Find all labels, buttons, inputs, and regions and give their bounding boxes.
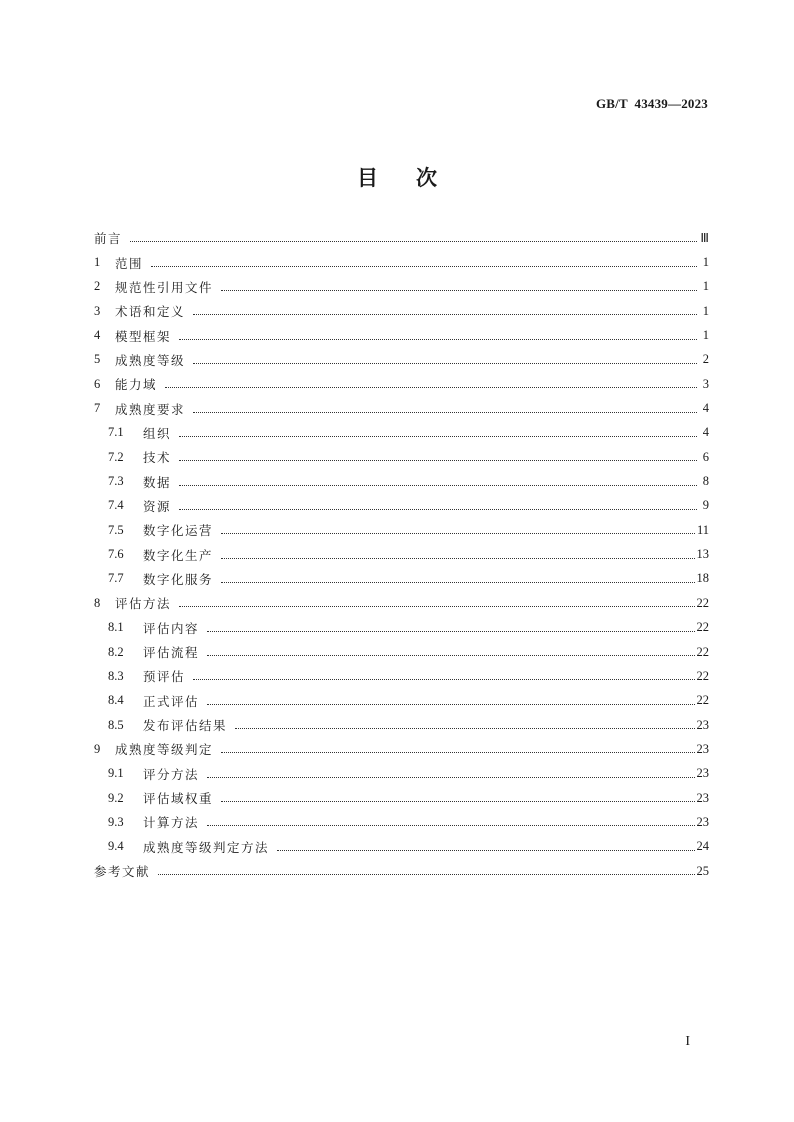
- toc-entry-label: 评估域权重: [143, 791, 214, 807]
- toc-entry-number: 8.4: [108, 693, 124, 708]
- toc-entry-page: 8: [702, 474, 709, 489]
- toc-dot-leader: [221, 751, 694, 753]
- toc-entry-label: 数字化运营: [143, 523, 214, 539]
- toc-entry-number: 3: [94, 303, 101, 318]
- toc-entry-label: 术语和定义: [115, 304, 186, 320]
- toc-entry-number: 7.6: [108, 547, 124, 562]
- toc-entry[interactable]: [94, 786, 709, 810]
- toc-entry[interactable]: [94, 445, 709, 469]
- toc-entry[interactable]: [94, 591, 709, 615]
- toc-entry-number: 4: [94, 328, 101, 343]
- toc-entry-page: 25: [696, 863, 709, 878]
- toc-entry-number: 7.3: [108, 474, 124, 489]
- toc-entry[interactable]: [94, 664, 709, 688]
- toc-dot-leader: [158, 873, 694, 875]
- toc-entry[interactable]: [94, 372, 709, 396]
- standard-code: GB/T 43439—2023: [595, 96, 708, 111]
- toc-entry-number: 7.2: [108, 449, 124, 464]
- toc-entry[interactable]: [94, 421, 709, 445]
- toc-dot-leader: [193, 678, 694, 680]
- footer-page-number: I: [685, 1034, 690, 1049]
- toc-entry-number: 2: [94, 279, 101, 294]
- toc-entry-label: 成熟度要求: [115, 401, 186, 417]
- toc-entry-label: 能力域: [115, 377, 158, 393]
- toc-entry-page: 1: [702, 303, 709, 318]
- toc-entry-page: 23: [696, 741, 709, 756]
- toc-dot-leader: [221, 532, 695, 534]
- toc-entry-label: 成熟度等级判定: [115, 742, 214, 758]
- toc-entry-page: 9: [702, 498, 709, 513]
- toc-entry-label: 评分方法: [143, 766, 200, 782]
- toc-entry-label: 资源: [143, 498, 172, 514]
- toc-entry[interactable]: [94, 348, 709, 372]
- toc-entry-number: 9.4: [108, 839, 124, 854]
- toc-dot-leader: [179, 435, 697, 437]
- toc-entry-page: 18: [696, 571, 709, 586]
- toc-entry-page: 22: [696, 644, 709, 659]
- toc-entry-page: 22: [696, 668, 709, 683]
- toc-dot-leader: [179, 459, 697, 461]
- toc-entry-label: 正式评估: [143, 693, 200, 709]
- toc-dot-leader: [193, 411, 697, 413]
- toc-dot-leader: [207, 824, 694, 826]
- toc-entry-page: 1: [702, 255, 709, 270]
- toc-entry-page: 6: [702, 449, 709, 464]
- toc-entry[interactable]: [94, 762, 709, 786]
- toc-dot-leader: [179, 484, 697, 486]
- toc-dot-leader: [151, 265, 697, 267]
- toc-dot-leader: [221, 289, 697, 291]
- toc-entry[interactable]: [94, 299, 709, 323]
- toc-entry-number: 1: [94, 255, 101, 270]
- page-title: [0, 162, 794, 192]
- toc-entry-page: 1: [702, 279, 709, 294]
- toc-entry-number: 8.3: [108, 668, 124, 683]
- toc-entry-label: 成熟度等级判定方法: [143, 839, 270, 855]
- toc-entry-page: 24: [696, 839, 709, 854]
- toc-entry-label: 数据: [143, 474, 172, 490]
- toc-entry[interactable]: [94, 396, 709, 420]
- toc-entry-label: 发布评估结果: [143, 718, 228, 734]
- toc-entry-label: 数字化生产: [143, 547, 214, 563]
- toc-entry-label: 组织: [143, 425, 172, 441]
- toc-dot-leader: [179, 508, 697, 510]
- toc-entry-page: 3: [702, 376, 709, 391]
- toc-dot-leader: [179, 338, 697, 340]
- toc-dot-leader: [207, 654, 694, 656]
- toc-entry-number: 7: [94, 401, 101, 416]
- toc-entry-page: 4: [702, 401, 709, 416]
- toc-entry[interactable]: [94, 469, 709, 493]
- toc-entry[interactable]: [94, 226, 709, 250]
- toc-entry[interactable]: [94, 859, 709, 883]
- toc-entry-page: 22: [696, 693, 709, 708]
- toc-entry-label: 计算方法: [143, 815, 200, 831]
- toc-entry-number: 6: [94, 376, 101, 391]
- toc-entry[interactable]: [94, 810, 709, 834]
- toc-entry-label: 规范性引用文件: [115, 279, 214, 295]
- toc-entry-page: 2: [702, 352, 709, 367]
- toc-entry-label: 评估内容: [143, 620, 200, 636]
- toc-dot-leader: [235, 727, 694, 729]
- toc-entry-page: 23: [696, 814, 709, 829]
- title-char-2: 次: [416, 166, 437, 190]
- toc-entry-number: 9.2: [108, 790, 124, 805]
- toc-entry[interactable]: [94, 640, 709, 664]
- toc-entry[interactable]: [94, 835, 709, 859]
- toc-dot-leader: [193, 313, 697, 315]
- toc-entry-page: Ⅲ: [700, 231, 709, 246]
- toc-dot-leader: [207, 703, 694, 705]
- toc-entry-number: 8: [94, 595, 101, 610]
- toc-dot-leader: [207, 630, 694, 632]
- toc-dot-leader: [165, 386, 697, 388]
- toc-entry[interactable]: [94, 323, 709, 347]
- toc-entry-number: 7.5: [108, 522, 124, 537]
- toc-entry-number: 7.7: [108, 571, 124, 586]
- toc-entry-page: 23: [696, 766, 709, 781]
- toc-entry-label: 范围: [115, 255, 144, 271]
- toc-entry-page: 4: [702, 425, 709, 440]
- toc-entry[interactable]: [94, 518, 709, 542]
- toc-entry[interactable]: [94, 275, 709, 299]
- toc-entry-label: 技术: [143, 450, 172, 466]
- toc-dot-leader: [221, 557, 694, 559]
- toc-dot-leader: [207, 776, 694, 778]
- toc-entry-page: 23: [696, 717, 709, 732]
- toc-entry-number: 8.2: [108, 644, 124, 659]
- toc-entry[interactable]: [94, 250, 709, 274]
- toc-entry[interactable]: [94, 542, 709, 566]
- toc-entry-number: 9.3: [108, 814, 124, 829]
- table-of-contents: [94, 226, 709, 883]
- toc-entry-number: 8.5: [108, 717, 124, 732]
- toc-dot-leader: [221, 800, 694, 802]
- toc-entry-label: 参考文献: [94, 864, 151, 880]
- toc-entry-page: 22: [696, 620, 709, 635]
- toc-entry[interactable]: [94, 494, 709, 518]
- toc-entry-number: 9: [94, 741, 101, 756]
- toc-entry[interactable]: [94, 616, 709, 640]
- toc-dot-leader: [193, 362, 697, 364]
- toc-entry[interactable]: [94, 713, 709, 737]
- toc-entry-label: 成熟度等级: [115, 352, 186, 368]
- toc-dot-leader: [179, 605, 694, 607]
- toc-entry-label: 数字化服务: [143, 571, 214, 587]
- toc-entry-number: 7.4: [108, 498, 124, 513]
- toc-entry-page: 22: [696, 595, 709, 610]
- title-char-1: 目: [357, 166, 378, 190]
- toc-entry-number: 7.1: [108, 425, 124, 440]
- toc-entry-page: 23: [696, 790, 709, 805]
- toc-entry-number: 9.1: [108, 766, 124, 781]
- toc-entry[interactable]: [94, 689, 709, 713]
- toc-entry[interactable]: [94, 567, 709, 591]
- toc-entry-number: 5: [94, 352, 101, 367]
- toc-entry-page: 1: [702, 328, 709, 343]
- toc-entry-page: 13: [696, 547, 709, 562]
- toc-dot-leader: [221, 581, 694, 583]
- toc-entry-number: 8.1: [108, 620, 124, 635]
- toc-entry-label: 评估方法: [115, 596, 172, 612]
- toc-entry-label: 预评估: [143, 669, 186, 685]
- toc-entry-label: 评估流程: [143, 645, 200, 661]
- toc-entry-label: 模型框架: [115, 328, 172, 344]
- toc-entry-page: 11: [696, 522, 709, 537]
- toc-entry-label: 前言: [94, 231, 123, 247]
- toc-dot-leader: [277, 849, 694, 851]
- toc-dot-leader: [130, 240, 697, 242]
- toc-entry[interactable]: [94, 737, 709, 761]
